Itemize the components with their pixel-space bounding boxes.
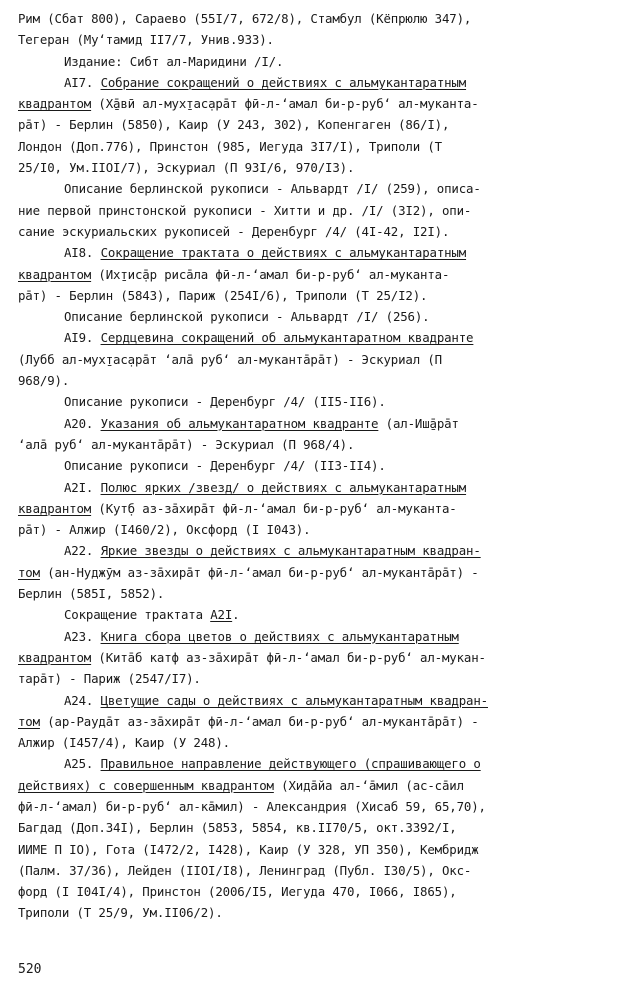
text-segment: Описание рукописи - Деренбург /4/ (II5-II6).: [64, 394, 386, 410]
entry-title: Книга сбора цветов о действиях с альмукантаратным: [100, 628, 459, 644]
text-segment: Алжир (I457/4), Каир (У 248).: [18, 735, 230, 751]
document-body: [18, 8, 608, 924]
text-segment: форд (I I04I/4), Принстон (2006/I5, Иегуда 470, I066, I865),: [18, 884, 457, 900]
entry-title: действиях) с совершенным квадрантом: [18, 777, 274, 793]
entry-heading-A25: [18, 753, 608, 774]
entry-number: AI9.: [64, 330, 101, 346]
text-segment: ра̄т) - Берлин (5850), Каир (У 243, 302), Копенгаген (86/I),: [18, 117, 450, 133]
text-line: [18, 29, 608, 50]
text-segment: (Х̱а̄вӣ ал-мух̱тас̣ара̄т фӣ-л-ʻамал би-р-рубʻ ал-муканта-: [91, 96, 479, 112]
text-line: [18, 93, 608, 114]
text-line: [18, 647, 608, 668]
entry-number: A25.: [64, 756, 101, 772]
text-line: [18, 519, 608, 540]
text-line: [18, 157, 608, 178]
entry-heading-A17: [18, 72, 608, 93]
entry-heading-A20: [18, 413, 608, 434]
text-line: [18, 8, 608, 29]
entry-heading-A19: [18, 327, 608, 348]
entry-heading-A22: [18, 540, 608, 561]
entry-number: A20.: [64, 415, 101, 431]
entry-title: квадрантом: [18, 96, 92, 112]
text-segment: сание эскуриальских рукописей - Деренбург /4/ (4I-42, I2I).: [18, 223, 450, 239]
entry-heading-A23: [18, 626, 608, 647]
text-line: [18, 136, 608, 157]
text-line: [18, 114, 608, 135]
entry-title: Яркие звезды о действиях с альмукантаратным квадран-: [100, 543, 481, 559]
entry-title: Собрание сокращений о действиях с альмукантаратным: [100, 74, 467, 90]
text-segment: Рим (Сбат 800), Сараево (55I/7, 672/8), Стамбул (Кёпрюлю 347),: [18, 11, 472, 26]
text-segment: тара̄т) - Париж (2547/I7).: [18, 671, 201, 687]
text-segment: 968/9).: [18, 373, 70, 389]
text-segment: (Их̱тис̣а̄р риса̄ла фӣ-л-ʻамал би-р-рубʻ ал-муканта-: [91, 266, 450, 282]
entry-heading-A24: [18, 690, 608, 711]
entry-title: Указания об альмукантаратном квадранте: [100, 415, 379, 431]
text-segment: 25/I0, Ум.IIOI/7), Эскуриал (П 93I/6, 970/I3).: [18, 160, 355, 176]
text-segment: Тегеран (Муʻтамид II7/7, Унив.933).: [18, 32, 274, 48]
text-segment: .: [232, 607, 240, 623]
text-segment: ние первой принстонской рукописи - Хитти и др. /I/ (3I2), опи-: [18, 202, 472, 218]
text-segment: Издание: Сибт ал-Маридини /I/.: [64, 53, 284, 69]
text-line: [18, 604, 608, 625]
text-line: [18, 391, 608, 412]
text-segment: (Палм. 37/36), Лейден (IIOI/I8), Ленинград (Публ. I30/5), Окс-: [18, 862, 472, 878]
cross-reference: A2I: [210, 607, 233, 623]
text-line: [18, 860, 608, 881]
text-line: [18, 178, 608, 199]
text-segment: Багдад (Доп.34I), Берлин (5853, 5854, кв.II70/5, окт.3392/I,: [18, 820, 457, 836]
text-segment: Берлин (585I, 5852).: [18, 586, 165, 602]
text-segment: фӣ-л-ʻамал) би-р-рубʻ ал-ка̄мил) - Александрия (Хисаб 59, 65,70),: [18, 798, 486, 814]
text-line: [18, 349, 608, 370]
entry-heading-A18: [18, 242, 608, 263]
text-line: [18, 817, 608, 838]
entry-number: AI8.: [64, 245, 101, 261]
text-segment: Сокращение трактата: [64, 607, 211, 623]
text-segment: (Кут̣б аз-за̄хира̄т фӣ-л-ʻамал би-р-рубʻ ал-муканта-: [91, 500, 457, 516]
entry-title: квадрантом: [18, 500, 92, 516]
entry-number: A24.: [64, 692, 101, 708]
text-line: [18, 434, 608, 455]
text-line: [18, 711, 608, 732]
text-line: [18, 902, 608, 923]
text-segment: (Кита̄б катф аз-за̄хира̄т фӣ-л-ʻамал би-р-рубʻ ал-мукан-: [91, 649, 486, 665]
entry-title: Сокращение трактата о действиях с альмукантаратным: [100, 245, 467, 261]
text-segment: ра̄т) - Берлин (5843), Париж (254I/6), Триполи (Т 25/I2).: [18, 287, 428, 303]
text-segment: (Хида̄йа ал-ʻа̄мил (ас-са̄ил: [273, 777, 464, 793]
text-segment: ра̄т) - Алжир (I460/2), Оксфорд (I I043).: [18, 522, 311, 538]
entry-title: Цветущие сады о действиях с альмукантаратным квадран-: [100, 692, 488, 708]
text-segment: Триполи (Т 25/9, Ум.II06/2).: [18, 905, 223, 921]
entry-number: AI7.: [64, 74, 101, 90]
entry-number: A22.: [64, 543, 101, 559]
entry-title: том: [18, 713, 40, 729]
text-line: [18, 306, 608, 327]
text-segment: (ар-Рауда̄т аз-за̄хира̄т фӣ-л-ʻамал би-р-рубʻ ал-муканта̄ра̄т) -: [39, 713, 479, 729]
text-line: [18, 221, 608, 242]
text-line: [18, 796, 608, 817]
entry-number: A23.: [64, 628, 101, 644]
text-line: [18, 200, 608, 221]
text-line: [18, 668, 608, 689]
text-line: [18, 583, 608, 604]
entry-title: Правильное направление действующего (спрашивающего о: [100, 756, 481, 772]
text-line: [18, 498, 608, 519]
text-line: [18, 775, 608, 796]
text-segment: Описание берлинской рукописи - Альвардт /I/ (256).: [64, 309, 430, 325]
text-line: [18, 732, 608, 753]
entry-title: квадрантом: [18, 266, 92, 282]
text-segment: ʻала̄ рубʻ ал-муканта̄ра̄т) - Эскуриал (П 968/4).: [18, 436, 355, 452]
text-line: [18, 455, 608, 476]
text-line: [18, 264, 608, 285]
text-line: [18, 839, 608, 860]
text-line: [18, 562, 608, 583]
entry-title: том: [18, 564, 40, 580]
text-line: [18, 51, 608, 72]
text-segment: Лондон (Доп.776), Принстон (985, Иегуда 3I7/I), Триполи (Т: [18, 138, 442, 154]
entry-title: квадрантом: [18, 649, 92, 665]
text-segment: ИИМЕ П IO), Гота (I472/2, I428), Каир (У 328, УП 350), Кембридж: [18, 841, 479, 857]
text-line: [18, 285, 608, 306]
entry-heading-A21: [18, 477, 608, 498]
text-segment: (ал-Иш̱а̄ра̄т: [378, 415, 459, 431]
text-segment: Описание берлинской рукописи - Альвардт /I/ (259), описа-: [64, 181, 481, 197]
text-segment: (Лубб ал-мух̱тас̣ара̄т ʻала̄ рубʻ ал-муканта̄ра̄т) - Эскуриал (П: [18, 351, 442, 367]
entry-number: A2I.: [64, 479, 101, 495]
page-number: 520: [18, 962, 42, 977]
entry-title: Сердцевина сокращений об альмукантаратном квадранте: [100, 330, 474, 346]
text-line: [18, 370, 608, 391]
entry-title: Полюс ярких /звезд/ о действиях с альмукантаратным: [100, 479, 467, 495]
text-segment: Описание рукописи - Деренбург /4/ (II3-II4).: [64, 458, 386, 474]
text-line: [18, 881, 608, 902]
text-segment: (ан-Нуджӯм аз-за̄хира̄т фӣ-л-ʻамал би-р-рубʻ ал-муканта̄ра̄т) -: [39, 564, 479, 580]
